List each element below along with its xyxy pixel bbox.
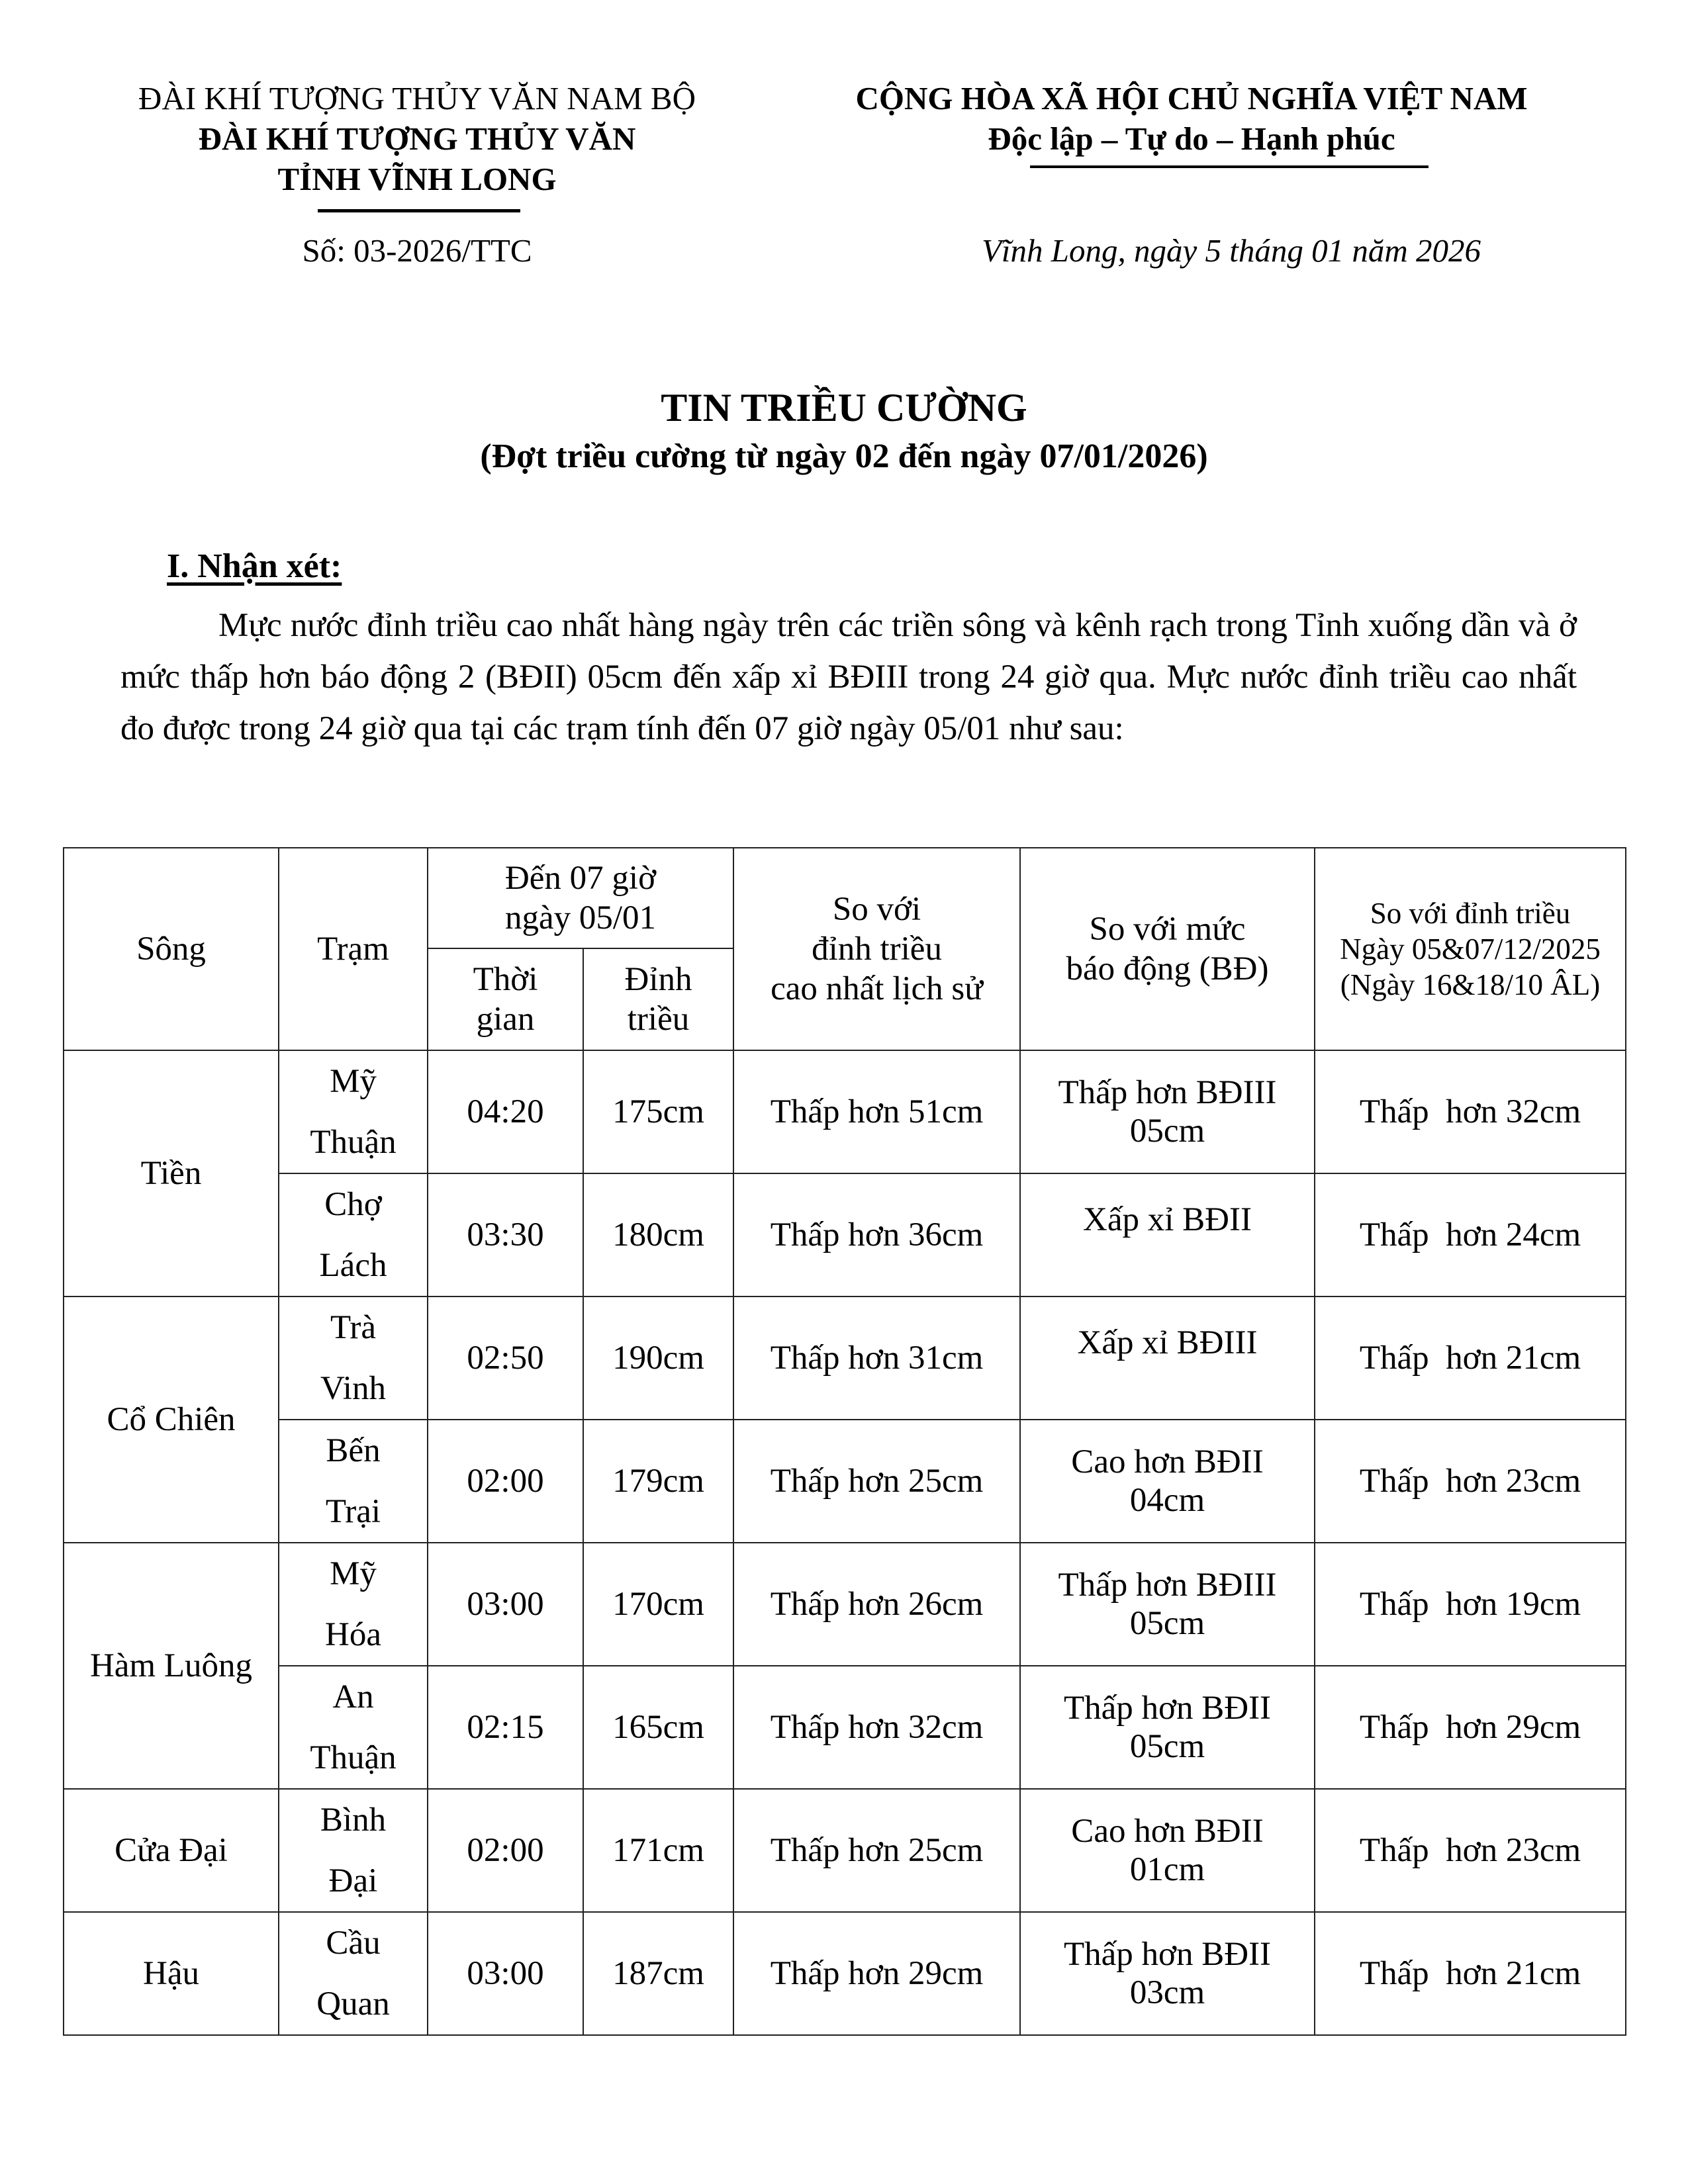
vs-historical-cell: Thấp hơn 25cm — [733, 1420, 1020, 1543]
station-cell — [279, 1666, 428, 1789]
alarm-line2: 04cm — [1129, 1482, 1205, 1519]
national-title: CỘNG HÒA XÃ HỘI CHỦ NGHĨA VIỆT NAM — [855, 80, 1528, 116]
time-cell: 03:30 — [428, 1173, 583, 1297]
tide-table-body — [64, 1050, 1626, 2035]
table-row — [64, 1050, 1626, 1173]
station-name-line: Bình — [320, 1801, 387, 1839]
peak-cell: 187cm — [583, 1912, 733, 2035]
header-alarm-line2: báo động (BĐ) — [1066, 950, 1269, 987]
station-name-line: Chợ — [324, 1186, 382, 1223]
document-number: Số: 03-2026/TTC — [302, 232, 532, 269]
header-vs-previous — [1315, 848, 1626, 1050]
station-cell — [279, 1173, 428, 1297]
alarm-line1: Thấp hơn BĐII — [1063, 1936, 1272, 1973]
header-peak-line1: Đỉnh — [624, 961, 692, 998]
river-cell: Tiền — [64, 1050, 279, 1297]
vs-historical-cell: Thấp hơn 36cm — [733, 1173, 1020, 1297]
document-title: TIN TRIỀU CƯỜNG — [661, 386, 1027, 430]
river-cell: Cổ Chiên — [64, 1297, 279, 1543]
header-time-line2: gian — [476, 1001, 535, 1038]
table-row — [64, 1666, 1626, 1789]
station-cell — [279, 1050, 428, 1173]
time-cell: 02:00 — [428, 1420, 583, 1543]
vs-previous-cell: Thấp hơn 32cm — [1315, 1050, 1626, 1173]
alarm-line1: Thấp hơn BĐII — [1063, 1690, 1272, 1727]
vs-historical-cell: Thấp hơn 26cm — [733, 1543, 1020, 1666]
tide-table — [63, 847, 1626, 2036]
header-hist-line3: cao nhất lịch sử — [771, 970, 983, 1007]
vs-historical-cell: Thấp hơn 29cm — [733, 1912, 1020, 2035]
header-time-line1: Thời — [473, 961, 538, 998]
vs-historical-cell: Thấp hơn 25cm — [733, 1789, 1020, 1912]
national-header — [761, 78, 1622, 159]
vs-historical-cell: Thấp hơn 32cm — [733, 1666, 1020, 1789]
section-paragraph — [120, 600, 1577, 754]
header-vs-alarm — [1020, 848, 1315, 1050]
document-date: Vĩnh Long, ngày 5 tháng 01 năm 2026 — [981, 232, 1481, 269]
peak-cell: 179cm — [583, 1420, 733, 1543]
station-name-line: Mỹ — [330, 1555, 377, 1592]
header-group-line2: ngày 05/01 — [504, 899, 657, 936]
section-heading: I. Nhận xét: — [167, 547, 342, 585]
header-time — [428, 948, 583, 1050]
vs-alarm-cell — [1020, 1789, 1315, 1912]
river-cell: Cửa Đại — [64, 1789, 279, 1912]
station-name-line: Thuận — [310, 1124, 397, 1161]
time-cell: 03:00 — [428, 1912, 583, 2035]
vs-alarm-cell — [1020, 1666, 1315, 1789]
time-cell: 02:00 — [428, 1789, 583, 1912]
time-cell: 02:15 — [428, 1666, 583, 1789]
alarm-line1: Thấp hơn BĐIII — [1058, 1567, 1277, 1604]
vs-alarm-cell — [1020, 1912, 1315, 2035]
vs-previous-cell: Thấp hơn 29cm — [1315, 1666, 1626, 1789]
vs-alarm-cell — [1020, 1173, 1315, 1297]
table-row — [64, 1297, 1626, 1420]
vs-alarm-cell — [1020, 1050, 1315, 1173]
header-prev-line3: (Ngày 16&18/10 ÂL) — [1340, 968, 1601, 1001]
header-vs-historical — [733, 848, 1020, 1050]
header-group-0701 — [428, 848, 733, 948]
table-row — [64, 1912, 1626, 2035]
agency-name: ĐÀI KHÍ TƯỢNG THỦY VĂN — [198, 120, 636, 157]
header-group-line1: Đến 07 giờ — [504, 860, 657, 897]
peak-cell: 190cm — [583, 1297, 733, 1420]
table-row — [64, 1420, 1626, 1543]
station-name-line: Bến — [326, 1432, 381, 1469]
alarm-line2: 01cm — [1129, 1851, 1205, 1888]
alarm-line2: 03cm — [1129, 1974, 1205, 2011]
station-name-line: Hóa — [325, 1616, 381, 1653]
station-cell — [279, 1789, 428, 1912]
motto-underline — [1030, 165, 1429, 168]
table-row — [64, 1789, 1626, 1912]
vs-previous-cell: Thấp hơn 19cm — [1315, 1543, 1626, 1666]
peak-cell: 175cm — [583, 1050, 733, 1173]
table-row — [64, 1173, 1626, 1297]
vs-previous-cell: Thấp hơn 23cm — [1315, 1420, 1626, 1543]
peak-cell: 171cm — [583, 1789, 733, 1912]
alarm-line1: Xấp xỉ BĐIII — [1077, 1324, 1258, 1361]
alarm-line2: 05cm — [1129, 1113, 1205, 1150]
river-cell: Hàm Luông — [64, 1543, 279, 1789]
vs-previous-cell: Thấp hơn 24cm — [1315, 1173, 1626, 1297]
header-station: Trạm — [279, 848, 428, 1050]
header-hist-line1: So với — [832, 891, 921, 928]
time-cell: 02:50 — [428, 1297, 583, 1420]
header-peak-line2: triều — [627, 1001, 690, 1038]
vs-alarm-cell — [1020, 1543, 1315, 1666]
river-cell: Hậu — [64, 1912, 279, 2035]
station-name-line: An — [332, 1678, 374, 1715]
time-cell: 04:20 — [428, 1050, 583, 1173]
station-name-line: Trà — [330, 1309, 376, 1346]
paragraph-text: Mực nước đỉnh triều cao nhất hàng ngày trên các triền sông và kênh rạch trong Tỉnh xuống dần và ở mức thấp hơn báo động 2 (BĐII) 05cm đến xấp xỉ BĐIII trong 24 giờ qua. Mực nước đỉnh triều cao nhất đo được trong 24 giờ qua tại các trạm tính đến 07 giờ ngày 05/01 như sau: — [120, 607, 1577, 747]
time-cell: 03:00 — [428, 1543, 583, 1666]
table-row — [64, 1543, 1626, 1666]
agency-parent-name: ĐÀI KHÍ TƯỢNG THỦY VĂN NAM BỘ — [138, 80, 696, 116]
station-name-line: Thuận — [310, 1739, 397, 1776]
alarm-line1: Xấp xỉ BĐII — [1083, 1201, 1252, 1238]
station-name-line: Lách — [319, 1247, 387, 1284]
station-cell — [279, 1543, 428, 1666]
header-hist-line2: đỉnh triều — [812, 931, 942, 968]
vs-historical-cell: Thấp hơn 51cm — [733, 1050, 1020, 1173]
header-river: Sông — [64, 848, 279, 1050]
vs-alarm-cell — [1020, 1297, 1315, 1420]
vs-previous-cell: Thấp hơn 21cm — [1315, 1912, 1626, 2035]
agency-province: TỈNH VĨNH LONG — [277, 161, 557, 197]
vs-historical-cell: Thấp hơn 31cm — [733, 1297, 1020, 1420]
peak-cell: 180cm — [583, 1173, 733, 1297]
peak-cell: 170cm — [583, 1543, 733, 1666]
station-name-line: Quan — [316, 1985, 390, 2023]
station-cell — [279, 1420, 428, 1543]
alarm-line2: 05cm — [1129, 1605, 1205, 1642]
station-cell — [279, 1912, 428, 2035]
station-cell — [279, 1297, 428, 1420]
header-peak — [583, 948, 733, 1050]
station-name-line: Vinh — [320, 1370, 386, 1407]
alarm-line2: 05cm — [1129, 1728, 1205, 1765]
vs-previous-cell: Thấp hơn 21cm — [1315, 1297, 1626, 1420]
national-motto: Độc lập – Tự do – Hạnh phúc — [988, 120, 1395, 157]
alarm-line1: Cao hơn BĐII — [1071, 1813, 1264, 1850]
alarm-line1: Cao hơn BĐII — [1071, 1443, 1264, 1480]
header-alarm-line1: So với mức — [1089, 911, 1246, 948]
alarm-line1: Thấp hơn BĐIII — [1058, 1074, 1277, 1111]
document-subtitle: (Đợt triều cường từ ngày 02 đến ngày 07/01/2026) — [480, 437, 1208, 475]
station-name-line: Đại — [328, 1862, 378, 1899]
agency-divider — [318, 209, 520, 212]
header-prev-line2: Ngày 05&07/12/2025 — [1340, 933, 1601, 966]
station-name-line: Mỹ — [330, 1063, 377, 1100]
vs-previous-cell: Thấp hơn 23cm — [1315, 1789, 1626, 1912]
station-name-line: Trại — [325, 1493, 381, 1530]
agency-header — [79, 78, 755, 199]
station-name-line: Cầu — [326, 1925, 381, 1962]
peak-cell: 165cm — [583, 1666, 733, 1789]
header-prev-line1: So với đỉnh triều — [1370, 897, 1571, 930]
vs-alarm-cell — [1020, 1420, 1315, 1543]
